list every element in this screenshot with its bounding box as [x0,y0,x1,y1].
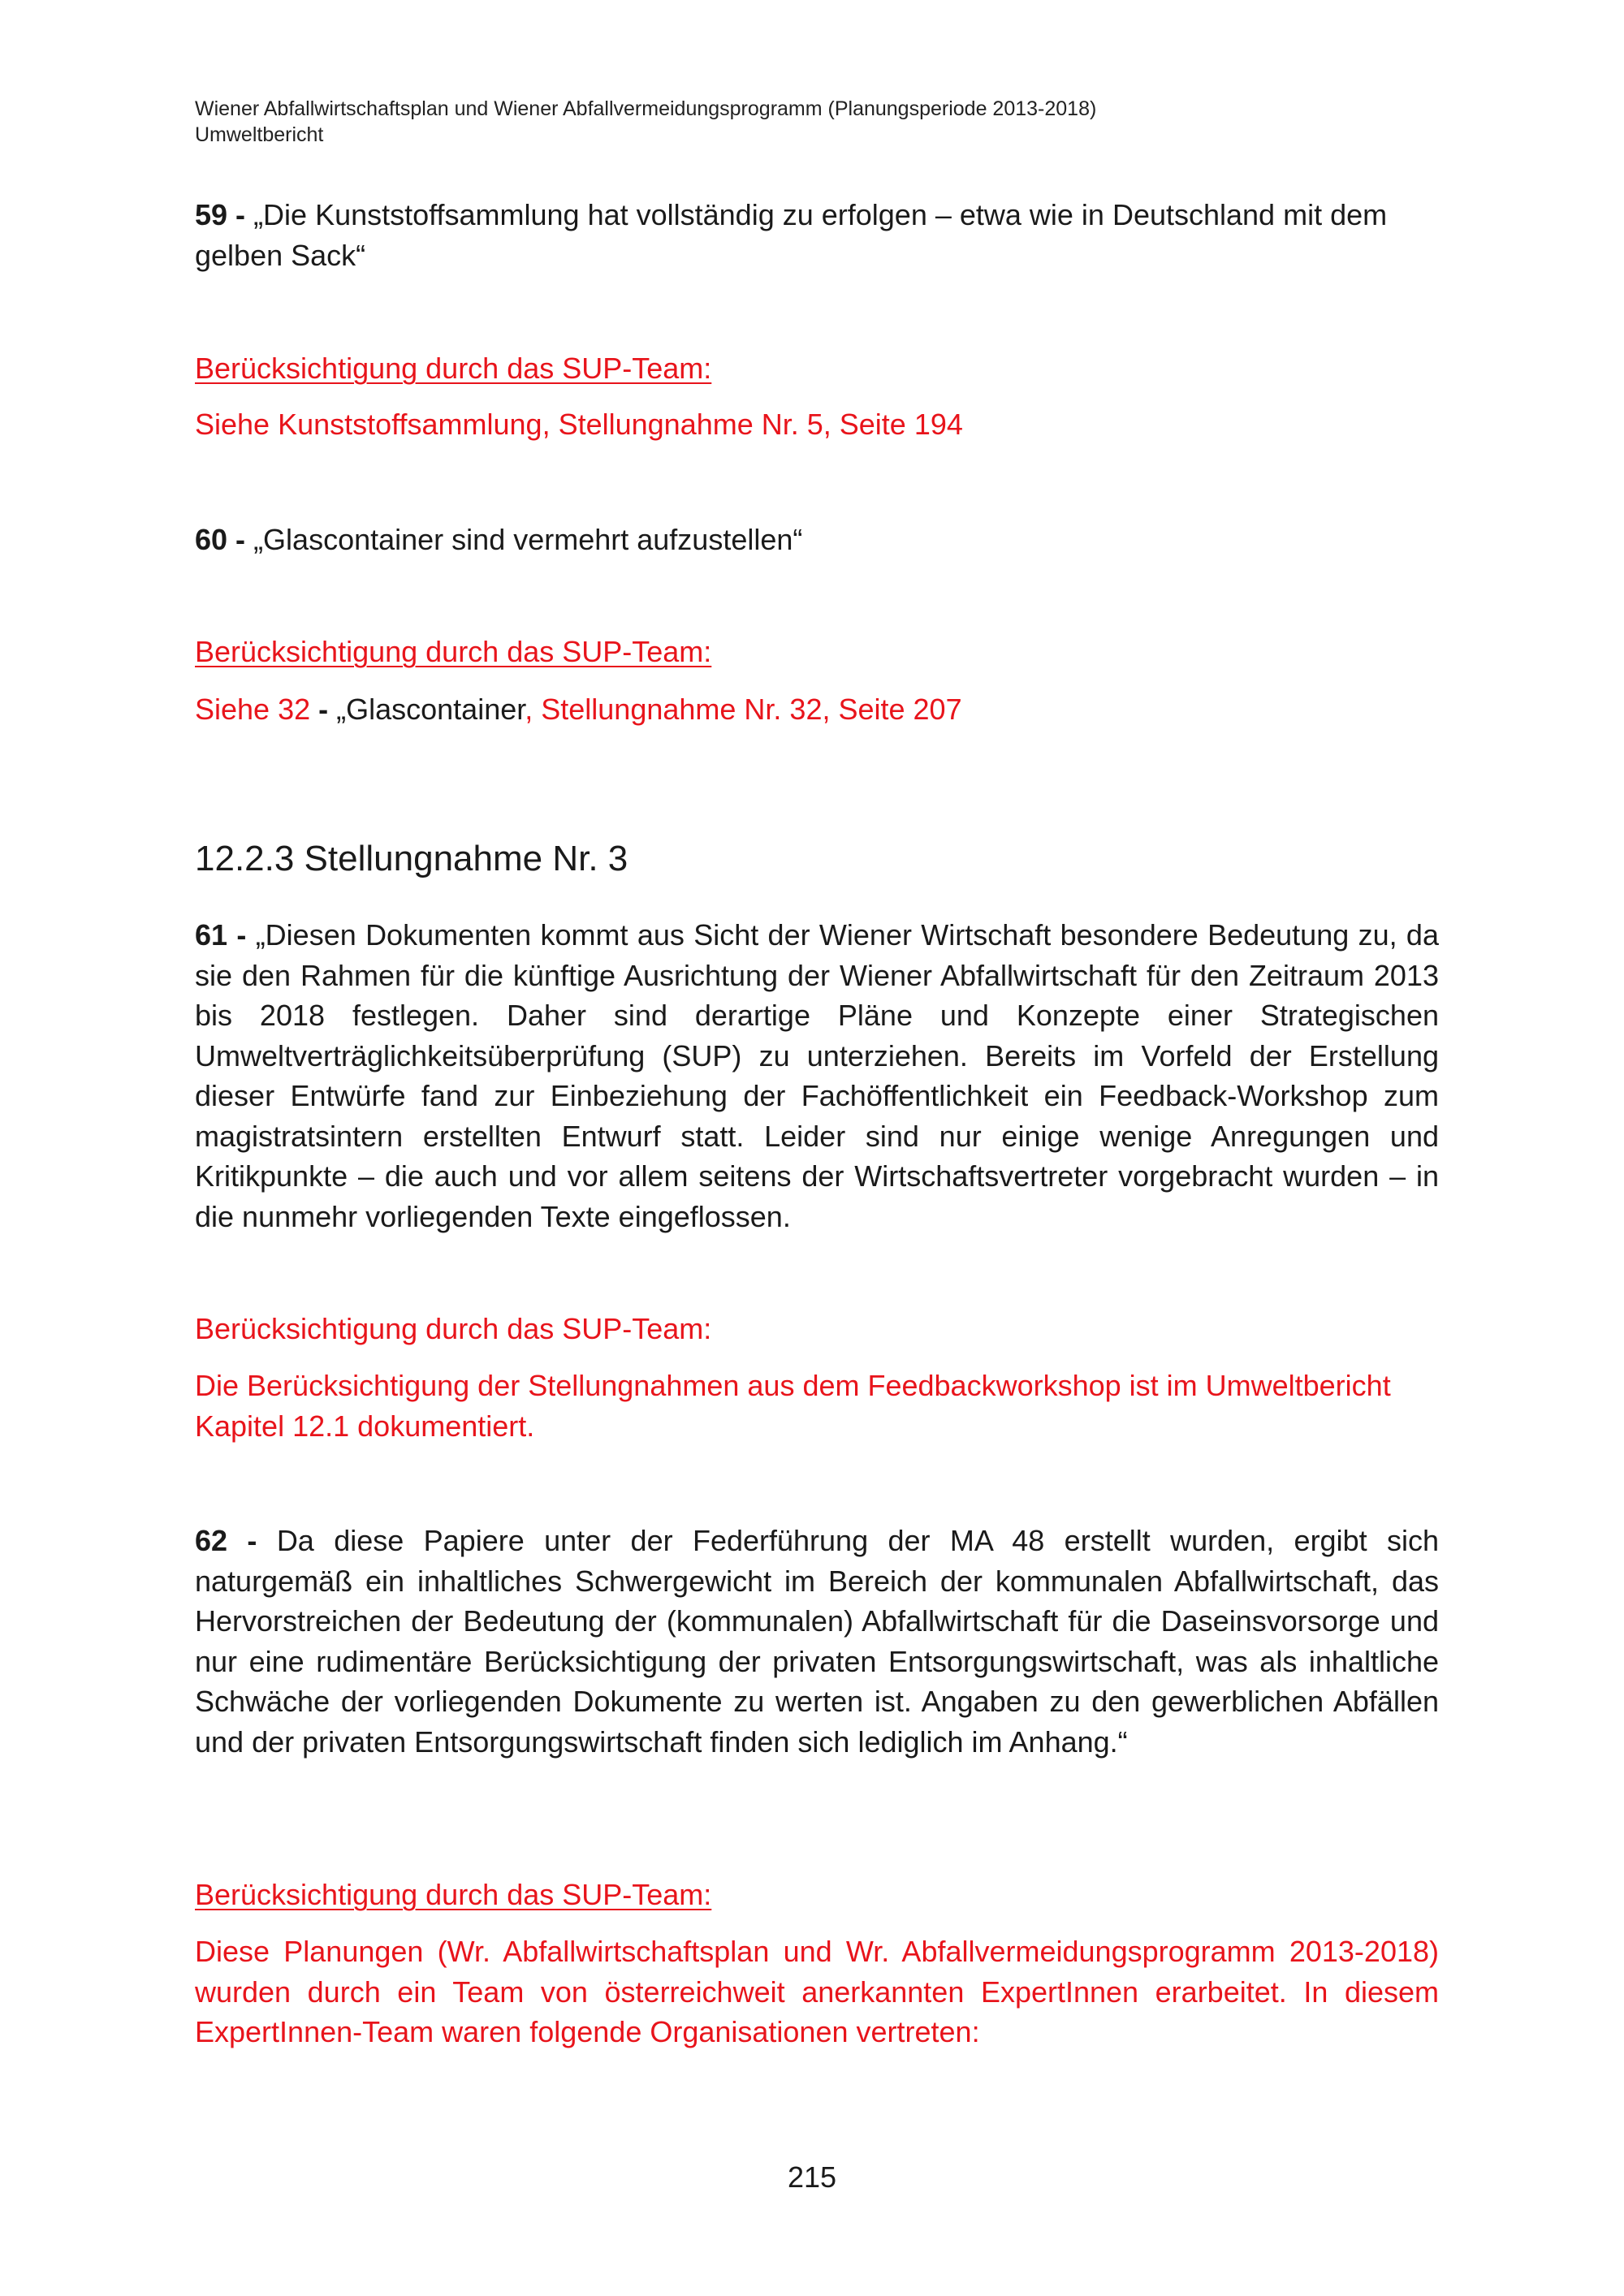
response-62 [195,1931,1439,2052]
comment-text: „Glascontainer sind vermehrt aufzustellen“ [253,523,803,556]
response-heading-62 [195,1875,1439,1915]
response-59 [195,404,1439,445]
response-text: Siehe Kunststoffsammlung, Stellungnahme Nr. 5, Seite 194 [195,408,963,441]
comment-text: Da diese Papiere unter der Federführung der MA 48 erstellt wurden, ergibt sich naturgemäß ein inhaltliches Schwergewicht im Bereich der kommunalen Abfallwirtschaft, das Hervorstreichen der Bedeutung der (kommunalen) Abfallwirtschaft für die Daseinsvorsorge und nur eine rudimentäre Berücksichtigung der privaten Entsorgungswirtschaft, was als inhaltliche Schwäche der vorliegenden Dokumente zu werten ist. Angaben zu den gewerblichen Abfällen und der privaten Entsorgungswirtschaft finden sich lediglich im Anhang.“ [195,1524,1439,1759]
response-rest: , Stellungnahme Nr. 32, Seite 207 [525,693,962,726]
response-61 [195,1366,1439,1446]
page-number: 215 [787,2160,837,2194]
comment-number: 61 - [195,918,247,952]
comment-number: 59 - [195,198,246,231]
comment-text: „Diesen Dokumenten kommt aus Sicht der Wiener Wirtschaft besondere Bedeutung zu, da sie den Rahmen für die künftige Ausrichtung der Wiener Abfallwirtschaft für den Zeitraum 2013 bis 2018 festlegen. Daher sind derartige Pläne und Konzepte einer Strategischen Umweltverträglichkeitsüberprüfung (SUP) zu unterziehen. Bereits im Vorfeld der Erstellung dieser Entwürfe fand zur Einbeziehung der Fachöffentlichkeit ein Feedback-Workshop zum magistratsintern erstellten Entwurf statt. Leider sind nur einige wenige Anregungen und Kritikpunkte – die auch und vor allem seitens der Wirtschaftsvertreter vorgebracht wurden – in die nunmehr vorliegenden Texte eingeflossen. [195,918,1439,1233]
header-title: Wiener Abfallwirtschaftsplan und Wiener Abfallvermeidungsprogramm (Planungsperiode 2013-2018) [195,97,1097,120]
response-quote: „Glascontainer [336,693,525,726]
response-text: Diese Planungen (Wr. Abfallwirtschaftsplan und Wr. Abfallvermeidungsprogramm 2013-2018) wurden durch ein Team von österreichweit anerkannten ExpertInnen erarbeitet. In diesem ExpertInnen-Team waren folgende Organisationen vertreten: [195,1935,1439,2048]
header-subtitle: Umweltbericht [195,123,324,146]
comment-text: „Die Kunststoffsammlung hat vollständig zu erfolgen – etwa wie in Deutschland mit dem gelben Sack“ [195,198,1388,272]
comment-number: 60 - [195,523,246,556]
comment-61 [195,915,1439,1236]
response-text: Die Berücksichtigung der Stellungnahmen aus dem Feedbackworkshop ist im Umweltbericht Kapitel 12.1 dokumentiert. [195,1369,1391,1443]
response-heading: Berücksichtigung durch das SUP-Team: [195,635,712,668]
comment-59 [195,195,1439,275]
comment-62 [195,1521,1439,1762]
response-ref: Siehe 32 [195,693,311,726]
response-heading-61 [195,1309,1439,1349]
response-heading: Berücksichtigung durch das SUP-Team: [195,1878,712,1911]
response-heading: Berücksichtigung durch das SUP-Team: [195,352,712,385]
comment-60 [195,520,1439,560]
response-heading-60 [195,632,1439,672]
comment-number: 62 - [195,1524,257,1557]
response-heading-59 [195,348,1439,389]
section-heading: 12.2.3 Stellungnahme Nr. 3 [195,839,628,878]
running-header [195,96,1439,148]
response-dash: - [310,693,337,726]
response-60 [195,689,1439,730]
response-heading: Berücksichtigung durch das SUP-Team: [195,1312,712,1345]
